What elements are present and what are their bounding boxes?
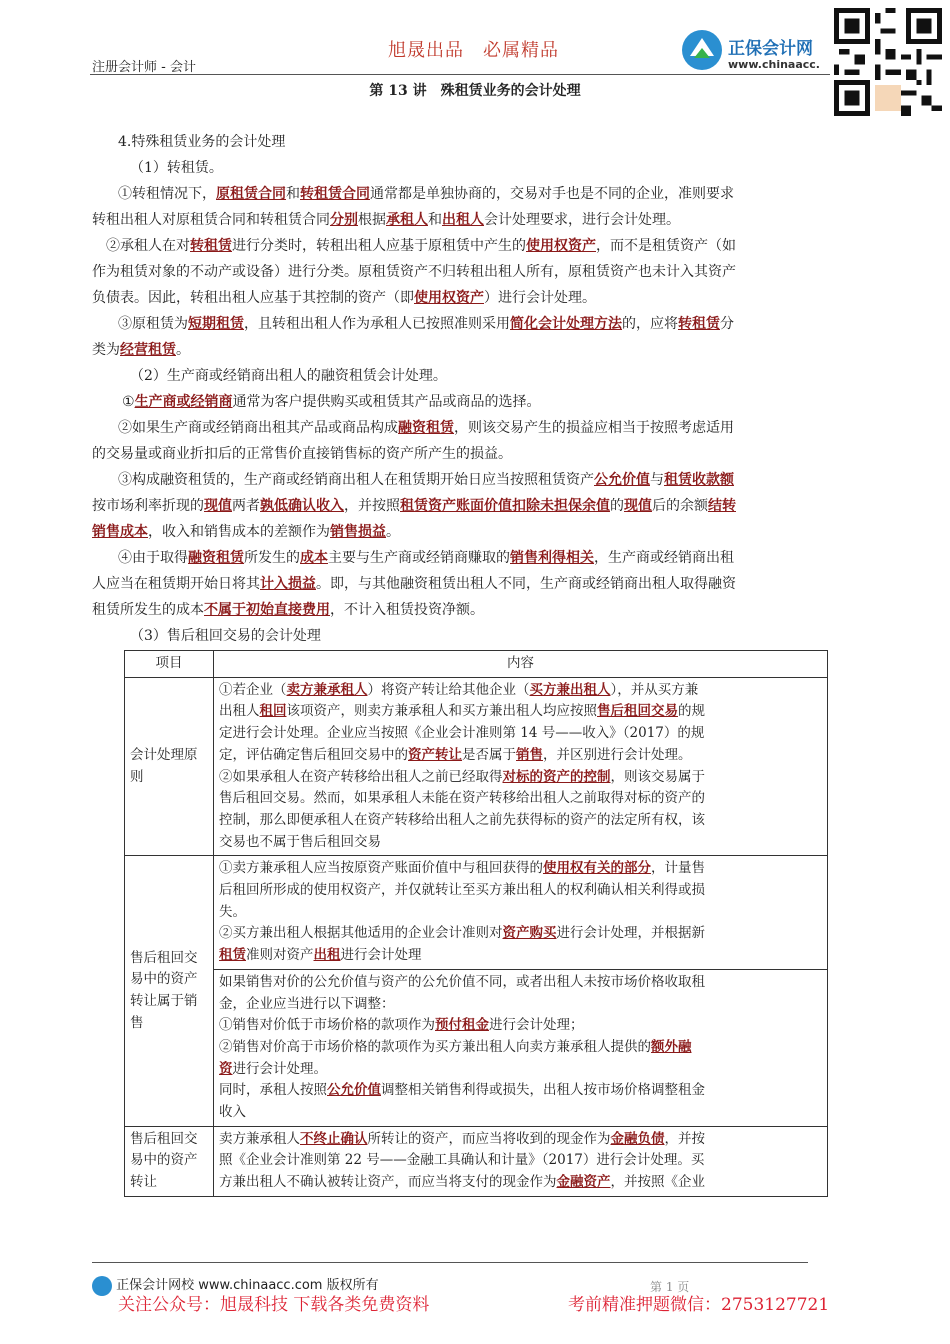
text-run: ，计量售 [651,860,705,877]
text-run: ③构成融资租赁的，生产商或经销商出租人在租赁期开始日应当按照租赁资产 [118,472,594,488]
text-run: 。 [176,342,190,358]
text-run: 同时，承租人按照 [219,1082,327,1099]
keyword: 销售损益 [330,524,386,540]
text-run: 转租出租人对原租赁合同和转租赁合同 [92,212,330,228]
text-run: ① [122,394,135,410]
brand-logo[interactable] [680,28,830,78]
cell-line [219,1102,822,1124]
text-run: ，则该交易产生的损益应相当于按照考虑适用 [454,420,734,436]
text-run: ，并按照《企业 [610,1174,705,1191]
keyword: 公允价值 [327,1082,381,1099]
text-run: 的规 [678,703,705,720]
promo-left: 关注公众号：旭晟科技 下载各类免费资料 [118,1295,430,1315]
text-run: 出租人 [219,703,260,720]
keyword: 不终止确认 [300,1130,368,1147]
cell-line [219,858,822,880]
text-run: ），并从买方兼 [610,681,699,698]
row-label: 会计处理原则 [125,677,214,856]
text-run: 和 [428,212,442,228]
cell-line [219,880,822,902]
keyword: 销售 [516,746,543,763]
text-run: 定进行会计处理。企业应当按照《企业会计准则第 14 号——收入》（2017）的规 [219,725,705,742]
text-run: 。即，与其他融资租赁出租人不同，生产商或经销商出租人取得融资 [316,576,736,592]
paragraph-line [118,467,886,493]
text-run: ，并按照 [344,498,400,514]
keyword: 资产购买 [502,925,557,942]
keyword: 原租赁合同 [216,186,286,202]
table-row [125,856,828,970]
text-run: ，且转租出租人作为承租人已按照准则采用 [244,316,510,332]
text-run: 主要与生产商或经销商赚取的 [328,550,510,566]
text-run: 准则对资产 [246,947,314,964]
keyword: 预付租金 [435,1017,489,1034]
text-run: ④由于取得 [118,550,188,566]
table-header-row [125,651,828,678]
keyword: 销售成本 [92,524,148,540]
cell-line [219,945,822,967]
keyword: 对标的资产的控制 [502,768,611,785]
paragraph-line [92,519,860,545]
text-run: ②销售对价高于市场价格的款项作为买方兼出租人向卖方兼承租人提供的 [219,1038,651,1055]
cell-line [219,680,822,702]
text-run: ，不计入租赁投资净额。 [330,602,484,618]
text-run: ，生产商或经销商出租 [594,550,734,566]
keyword: 出租人 [442,212,484,228]
keyword: 资 [219,1060,233,1077]
keyword: 买方兼出租人 [529,681,611,698]
keyword: 公允价值 [594,472,650,488]
text-run: ②如果生产商或经销商出租其产品或商品构成 [118,420,398,436]
text-run: ①卖方兼承租人应当按原资产账面价值中与租回获得的 [219,860,543,877]
cell-line [219,1129,822,1151]
cell-line [219,994,822,1016]
cell-line [219,723,822,745]
text-run: ，收入和销售成本的差额作为 [148,524,330,540]
text-run: 后租回所形成的使用权资产，并仅就转让至买方兼出租人的权利确认相关利得或损 [219,882,705,899]
table-row [125,677,828,856]
keyword: 卖方兼承租人 [286,681,368,698]
column-header-content: 内容 [214,651,828,678]
keyword: 成本 [300,550,328,566]
keyword: 现值 [204,498,232,514]
paragraph-line [118,181,886,207]
text-run: 定，评估确定售后租回交易中的 [219,746,408,763]
keyword: 转租赁 [678,316,720,332]
row-content [214,677,828,856]
keyword: 短期租赁 [188,316,244,332]
keyword: 租回 [259,703,287,720]
text-run: ②买方兼出租人根据其他适用的企业会计准则对 [219,925,503,942]
footer-logo-icon [92,1276,112,1296]
keyword: 经营租赁 [120,342,176,358]
row-content [214,856,828,970]
text-run: ，而不是租赁资产（如 [596,238,736,254]
text-run: 是否属于 [462,746,516,763]
keyword: 销售利得相关 [510,550,594,566]
row-content [214,969,828,1126]
text-run: 方兼出租人不确认被转让资产，而应当将支付的现金作为 [219,1174,557,1191]
paragraph-line [92,571,860,597]
text-run: 分 [720,316,734,332]
text-run: 进行分类时，转租出租人应基于原租赁中产生的 [232,238,526,254]
leaseback-table [124,650,828,1197]
text-run: 两者 [232,498,260,514]
text-run: 和 [286,186,300,202]
text-run: ②承租人在对 [106,238,190,254]
page-number: 第 1 页 [650,1280,690,1294]
keyword: 额外融 [651,1038,692,1055]
keyword: 金融负债 [610,1130,665,1147]
text-run: 进行会计处理。 [232,1060,327,1077]
paragraph-line [118,415,886,441]
paragraph-line [92,285,860,311]
course-name: 注册会计师 - 会计 [92,60,196,75]
cell-line [219,1172,822,1194]
text-run: 进行会计处理； [489,1017,584,1034]
text-run: ，则该交易属于 [610,768,705,785]
keyword: 使用权资产 [526,238,596,254]
text-run: 作为租赁对象的不动产或设备）进行分类。原租赁资产不归转租出租人所有，原租赁资产也未计入其资产 [92,264,736,280]
text-run: 人应当在租赁期开始日将其 [92,576,260,592]
text-run: 照《企业会计准则第 22 号——金融工具确认和计量》（2017）进行会计处理。买 [219,1152,705,1169]
subsection-manufacturer: （2）生产商或经销商出租人的融资租赁会计处理。 [130,368,447,384]
brand-name: 正保会计网 [728,39,813,59]
keyword: 简化会计处理方法 [510,316,622,332]
keyword: 金融资产 [556,1174,611,1191]
text-run: ①转租情况下， [118,186,216,202]
subsection-sublease: （1）转租赁。 [130,160,223,176]
promo-right: 考前精准押题微信：2753127721 [568,1295,830,1315]
cell-line [219,1059,822,1081]
text-run: 通常为客户提供购买或租赁其产品或商品的选择。 [232,394,541,410]
text-run: 控制，那么即便承租人在资产转移给出租人之前先获得标的资产的法定所有权，该 [219,811,705,828]
footer-divider [92,1262,808,1263]
text-run: ）进行会计处理。 [484,290,596,306]
keyword: 孰低确认收入 [260,498,344,514]
paragraph-line [118,545,886,571]
text-run: 类为 [92,342,120,358]
keyword: 结转 [708,498,736,514]
keyword: 计入损益 [260,576,316,592]
keyword: 使用权有关的部分 [543,860,651,877]
cell-line [219,1015,822,1037]
keyword: 售后租回交易 [597,703,678,720]
brand-url: www.chinaacc. [728,58,820,71]
cell-line [219,1080,822,1102]
text-run: 按市场利率折现的 [92,498,204,514]
text-run: 的，应将 [622,316,678,332]
keyword: 租赁收款额 [664,472,734,488]
paragraph-line [106,233,874,259]
keyword: 租赁 [219,947,246,964]
text-run: ，并按 [664,1130,705,1147]
paragraph-line [92,597,860,623]
paragraph-line [122,389,890,415]
keyword: 分别 [330,212,358,228]
text-run: 会计处理要求，进行会计处理。 [484,212,680,228]
text-run: 失。 [219,903,246,920]
subsection-leaseback: （3）售后租回交易的会计处理 [130,628,321,644]
table-row [125,969,828,1126]
paragraph-line [92,337,860,363]
text-run: ）将资产转让给其他企业（ [367,681,530,698]
text-run: 通常都是单独协商的，交易对手也是不同的企业，准则要求 [370,186,734,202]
keyword: 融资租赁 [398,420,454,436]
text-run: 收入 [219,1104,246,1121]
cell-line [219,1150,822,1172]
text-run: 负债表。因此，转租出租人应基于其控制的资产（即 [92,290,414,306]
cell-line [219,810,822,832]
text-run: 的交易量或商业折扣后的正常售价直接销售标的资产所产生的损益。 [92,446,512,462]
cell-line [219,832,822,854]
paragraph-line [92,259,860,285]
paragraph-line [118,311,886,337]
cell-line [219,1037,822,1059]
text-run: 如果销售对价的公允价值与资产的公允价值不同，或者出租人未按市场价格收取租 [219,973,705,990]
brand-logo-icon [680,28,724,72]
text-run: ②如果承租人在资产转移给出租人之前已经取得 [219,768,503,785]
text-run: 售后租回交易。然而，如果承租人未能在资产转移给出租人之前取得对标的资产的 [219,790,705,807]
keyword: 融资租赁 [188,550,244,566]
row-content [214,1126,828,1196]
text-run: 金，企业应当进行以下调整： [219,995,395,1012]
keyword: 生产商或经销商 [134,394,233,410]
cell-line [219,788,822,810]
text-run: 交易也不属于售后租回交易 [219,833,381,850]
cell-line [219,902,822,924]
cell-line [219,767,822,789]
keyword: 承租人 [386,212,428,228]
keyword: 出租 [313,947,341,964]
text-run: ，并区别进行会计处理。 [543,746,692,763]
keyword: 现值 [624,498,652,514]
text-run: 租赁所发生的成本 [92,602,204,618]
text-run: 所发生的 [244,550,300,566]
text-run: 。 [386,524,400,540]
table-row [125,1126,828,1196]
keyword: 使用权资产 [414,290,484,306]
paragraph-line [92,493,860,519]
keyword: 转租赁 [190,238,232,254]
section-heading: 4.特殊租赁业务的会计处理 [118,134,286,150]
text-run: 的 [610,498,624,514]
text-run: ③原租赁为 [118,316,188,332]
keyword: 资产转让 [408,746,462,763]
text-run: 根据 [358,212,386,228]
cell-line [219,923,822,945]
header-slogan: 旭晟出品 必属精品 [388,40,559,61]
text-run: 调整相关销售利得或损失，出租人按市场价格调整租金 [381,1082,705,1099]
column-header-item: 项目 [125,651,214,678]
text-run: ①若企业（ [219,681,287,698]
text-run: 该项资产，则卖方兼承租人和买方兼出租人均应按照 [286,703,597,720]
row-label: 售后租回交易中的资产转让 [125,1126,214,1196]
paragraph-line [92,207,860,233]
cell-line [219,745,822,767]
keyword: 转租赁合同 [300,186,370,202]
text-run: 后的余额 [652,498,708,514]
lecture-title: 第 13 讲 殊租赁业务的会计处理 [369,83,581,99]
text-run: 进行会计处理，并根据新 [556,925,705,942]
cell-line [219,972,822,994]
cell-line [219,701,822,723]
text-run: ①销售对价低于市场价格的款项作为 [219,1017,435,1034]
keyword: 不属于初始直接费用 [204,602,330,618]
footer-copyright-text: 正保会计网校 www.chinaacc.com 版权所有 [116,1278,379,1293]
keyword: 租赁资产账面价值扣除未担保余值 [400,498,610,514]
text-run: 所转让的资产，而应当将收到的现金作为 [367,1130,611,1147]
row-label: 售后租回交易中的资产转让属于销售 [125,856,214,1126]
text-run: 进行会计处理 [340,947,422,964]
text-run: 卖方兼承租人 [219,1130,300,1147]
paragraph-line [92,441,860,467]
text-run: 与 [650,472,664,488]
